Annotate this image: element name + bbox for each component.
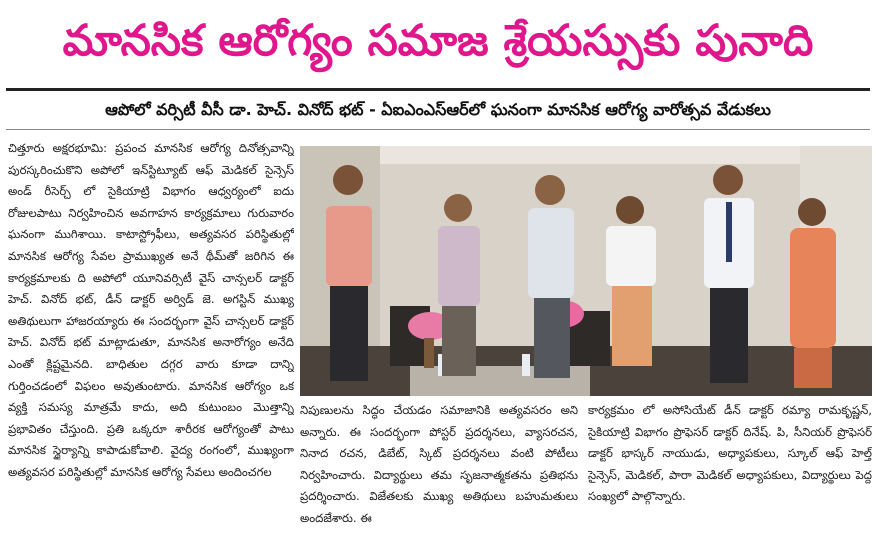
article-text: చిత్తూరు అక్షరభూమి: ప్రపంచ మానసిక ఆరోగ్య దినోత్సవాన్ని పురస్కరించుకొని అపోలో ఇన్‌స్టిట్యూట్ ఆఫ్ మెడికల్ సైన్సెస్ అండ్ రీసెర్చ్ లో సైకియాట్రి విభాగం ఆధ్వర్యంలో ఐదు రోజులపాటు నిర్వహించిన అవగాహన కార్యక్రమాలు గురువారం ఘనంగా ముగిశాయి. కాటాస్ట్రోఫీలు, అత్యవసర పరిస్థితుల్లో మానసిక ఆరోగ్య సేవల ప్రాముఖ్యత అనే థీమ్‌తో జరిగిన ఈ కార్యక్రమాలకు ది అపోలో యూనివర్సిటీ వైస్ చాన్సలర్ డాక్టర్ హెచ్. వినోద్ భట్, డీన్ డాక్టర్ అర్విడ్ జె. అగస్టిన్ ముఖ్య అతిథులుగా హాజరయ్యారు ఈ సందర్భంగా వైస్ చాన్సలర్ డాక్టర్ హెచ్. వినోద్ భట్ మాట్లాడుతూ, మానసిక అనారోగ్యం అనేది ఎంతో క్లిష్టమైనది. బాధితుల దగ్గర వారు కూడా దాన్ని గుర్తించడంలో విఫలం అవుతుంటారు. మానసిక ఆరోగ్యం ఒక వ్యక్తి సమస్య మాత్రమే కాదు, అది కుటుంబం మొత్తాన్ని ప్రభావితం చేస్తుంది. ప్రతి ఒక్కరూ శారీరక ఆరోగ్యంతో పాటు మానసిక స్థైర్యాన్ని కాపాడుకోవాలి. వైద్య రంగంలో, ముఖ్యంగా అత్యవసర పరిస్థితుల్లో మానసిక ఆరోగ్య సేవలు అందించగల <box>8 141 294 479</box>
article-text: కార్యక్రమం లో అసోసియేట్ డీన్ డాక్టర్ రమ్యా రామకృష్ణన్, సైకియాట్రి విభాగం ప్రొఫెసర్ డాక్టర్ దినేష్. పి, సీనియర్ ప్రొఫెసర్ డాక్టర్ భాస్కర్ నాయుడు, అధ్యాపకులు, స్కూల్ ఆఫ్ హెల్త్ సైన్సెస్, మెడికల్, పారా మెడికల్ అధ్యాపకులు, విద్యార్థులు పెద్ద సంఖ్యలో పాల్గొన్నారు. <box>588 403 872 504</box>
article-column-right <box>588 400 872 528</box>
article-column-middle <box>300 400 578 528</box>
article-column-left <box>8 138 294 528</box>
headline: మానసిక ఆరోగ్యం సమాజ శ్రేయస్సుకు పునాది <box>62 16 814 66</box>
divider <box>6 129 870 130</box>
subheadline: ఆపోలో వర్సిటీ వీసీ డా. హెచ్. వినోద్ భట్ - ఏఐఎంఎస్ఆర్‌లో ఘనంగా మానసిక ఆరోగ్య వారోత్సవ వేడుకలు <box>105 100 771 119</box>
divider <box>6 88 870 91</box>
article-text: నిపుణులను సిద్ధం చేయడం సమాజానికి అత్యవసరం అని అన్నారు. ఈ సందర్భంగా పోస్టర్ ప్రదర్శనలు, వ్యాసరచన, నినాద రచన, డిబేట్, స్కిట్ ప్రదర్శనలు వంటి పోటీలు నిర్వహించారు. విద్యార్థులు తమ సృజనాత్మకతను ప్రతిభను ప్రదర్శించారు. విజేతలకు ముఖ్య అతిథులు బహుమతులు అందజేశారు. ఈ <box>300 403 578 525</box>
event-photo <box>300 146 872 396</box>
